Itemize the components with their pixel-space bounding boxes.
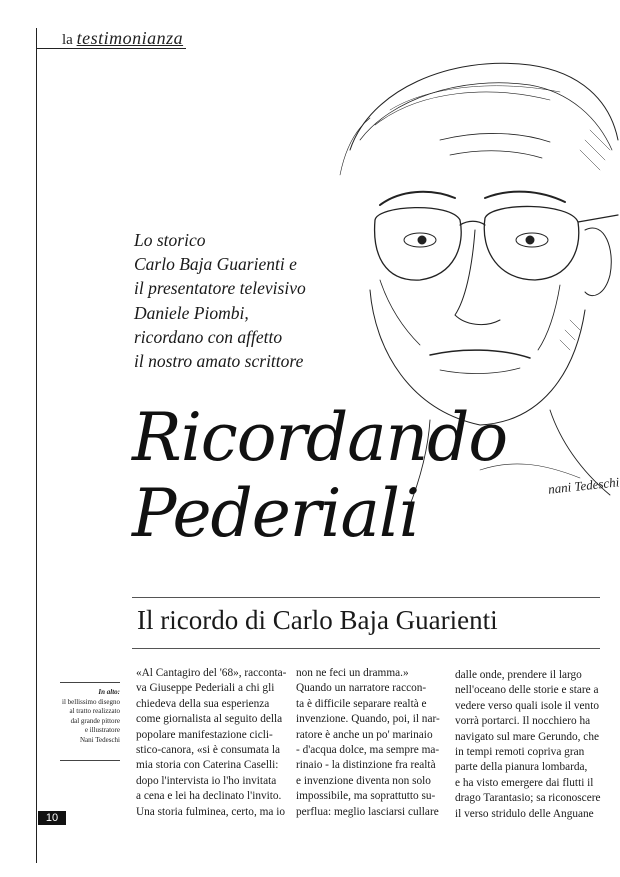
title-line-1: Ricordando	[132, 399, 508, 476]
caption-title: In alto:	[98, 688, 120, 696]
body-line: «Al Cantagiro del '68», racconta-	[136, 667, 287, 679]
body-column-2	[296, 666, 441, 820]
article-subtitle: Il ricordo di Carlo Baja Guarienti	[137, 605, 498, 635]
body-line: vorrà portarci. Il nocchiero ha	[455, 715, 591, 728]
caption-line: Nani Tedeschi	[79, 735, 120, 744]
intro-line: il nostro amato scrittore	[134, 351, 304, 372]
body-line: dopo l'intervista io l'ho invitata	[136, 774, 277, 787]
body-line: in tempi remoti copriva gran	[455, 746, 585, 759]
body-line: stico-canora, «si è consumata la	[136, 744, 280, 757]
subtitle-rule-top	[132, 597, 600, 598]
body-line: invenzione. Quando, poi, il nar-	[296, 713, 440, 726]
body-line: mia storia con Caterina Caselli:	[136, 759, 279, 772]
intro-line: Daniele Piombi,	[134, 302, 249, 323]
body-line: navigato sul mare Gerundo, che	[455, 730, 599, 743]
intro-text	[134, 228, 364, 373]
body-line: nell'oceano delle storie e stare a	[455, 684, 599, 697]
section-label	[62, 28, 183, 49]
body-line: ta è difficile separare realtà e	[296, 697, 427, 710]
body-line: rinaio - la distinzione fra realtà	[296, 759, 436, 772]
caption-rule-top	[60, 682, 120, 683]
body-column-1	[136, 666, 287, 820]
page-number: 10	[38, 811, 66, 825]
body-line: popolare manifestazione cicli-	[136, 728, 273, 741]
body-line: il verso stridulo delle Anguane	[455, 807, 594, 820]
body-line: va Giuseppe Pederiali a chi gli	[136, 682, 275, 695]
body-line: - d'acqua dolce, ma sempre ma-	[296, 744, 440, 757]
body-line: e invenzione diventa non solo	[296, 774, 431, 787]
body-line: non ne feci un dramma.»	[296, 667, 409, 679]
caption-line: dal grande pittore	[70, 716, 120, 725]
caption-line: il bellissimo disegno	[62, 697, 120, 706]
body-line: Una storia fulminea, certo, ma io	[136, 805, 286, 818]
intro-line: Lo storico	[134, 230, 206, 250]
body-line: parte della pianura lombarda,	[455, 761, 588, 774]
body-line: Quando un narratore raccon-	[296, 682, 427, 695]
intro-line: il presentatore televisivo	[134, 278, 306, 299]
section-prefix: la	[62, 32, 73, 48]
body-line: impossibile, ma soprattutto su-	[296, 790, 436, 803]
body-column-3	[455, 668, 600, 822]
body-line: ratore è anche un po' marinaio	[296, 728, 433, 741]
left-vertical-rule	[36, 28, 37, 863]
image-caption	[40, 688, 120, 746]
article-title	[132, 400, 507, 552]
section-underline	[36, 48, 186, 49]
intro-line: Carlo Baja Guarienti e	[134, 254, 297, 275]
caption-line: al tratto realizzato	[69, 707, 120, 716]
caption-rule-bottom	[60, 760, 120, 761]
body-line: e ha visto emergere dai flutti il	[455, 776, 594, 789]
artist-signature: nani Tedeschi	[547, 474, 620, 497]
intro-line: ricordano con affetto	[134, 326, 283, 347]
body-line: perflua: meglio lasciarsi cullare	[296, 805, 439, 818]
section-name: testimonianza	[76, 28, 184, 48]
body-line: chiedeva della sua esperienza	[136, 697, 270, 710]
body-line: dalle onde, prendere il largo	[455, 669, 582, 681]
caption-line: e illustratore	[84, 726, 120, 735]
body-line: a cena e lei ha declinato l'invito.	[136, 790, 282, 803]
body-line: vedere verso quali isole il vento	[455, 699, 599, 712]
body-line: drago Tarantasio; sa riconoscere	[455, 792, 601, 805]
body-line: come giornalista al seguito della	[136, 713, 283, 726]
title-line-2: Pederiali	[132, 475, 420, 552]
subtitle-rule-bottom	[132, 648, 600, 649]
